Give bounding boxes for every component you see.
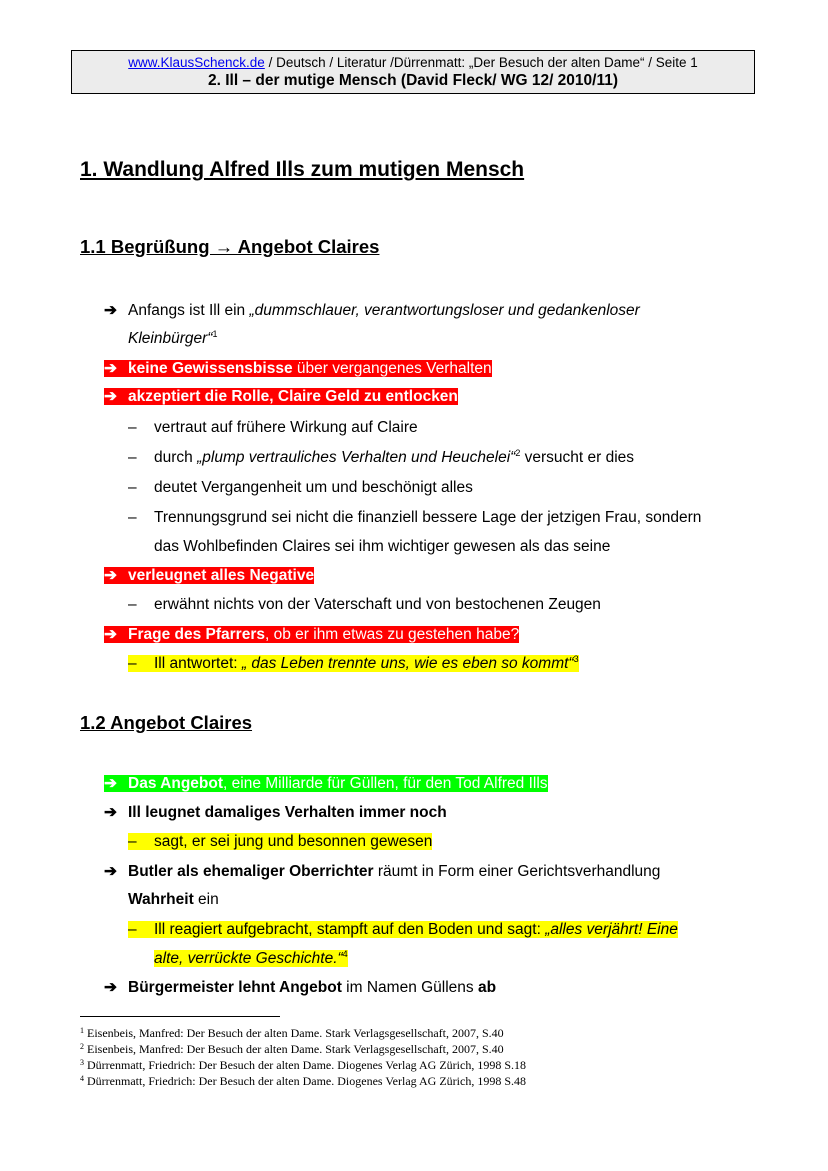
footnote-number: 3 <box>80 1058 84 1067</box>
dash-glyph: – <box>128 509 137 526</box>
dash-glyph: – <box>128 479 137 496</box>
footnote-number: 1 <box>80 1026 84 1035</box>
bullet-gewissensbisse <box>104 359 492 379</box>
dash-glyph: – <box>128 419 137 436</box>
dash-deutet <box>128 478 473 498</box>
dash-glyph: – <box>128 596 137 613</box>
text: , ob er ihm etwas zu gestehen habe? <box>265 626 520 643</box>
page-header <box>71 50 755 94</box>
dash-jung <box>128 832 432 852</box>
footnote-text: Eisenbeis, Manfred: Der Besuch der alten Dame. Stark Verlagsgesellschaft, 2007, S.40 <box>84 1042 504 1056</box>
footnote-3 <box>80 1058 526 1072</box>
bullet-anfangs-cont <box>128 329 217 349</box>
section-1-1-heading: 1.1 Begrüßung → Angebot Claires <box>80 236 380 257</box>
text: ab <box>477 979 497 996</box>
dash-trennungsgrund <box>128 508 701 528</box>
text: Ill antwortet: <box>154 655 242 672</box>
text: Frage des Pfarrers <box>128 626 265 643</box>
bullet-rolle <box>104 387 458 407</box>
dash-erwaehnt <box>128 595 601 615</box>
main-heading: 1. Wandlung Alfred Ills zum mutigen Mensch <box>80 158 525 181</box>
dash-vertraut <box>128 418 418 438</box>
arrow-icon: ➔ <box>104 360 117 377</box>
footnote-2 <box>80 1042 504 1056</box>
footnote-ref: 3 <box>573 654 579 664</box>
quote: „ das Leben trennte uns, wie es eben so kommt“ <box>241 655 574 672</box>
arrow-icon: ➔ <box>104 775 117 792</box>
header-path: / Deutsch / Literatur /Dürrenmatt: „Der Besuch der alten Dame“ / Seite 1 <box>264 55 698 70</box>
bullet-anfangs <box>104 301 640 321</box>
dash-glyph: – <box>128 449 137 466</box>
text: versucht er dies <box>520 449 635 466</box>
text: erwähnt nichts von der Vaterschaft und von bestochenen Zeugen <box>154 596 601 613</box>
footnote-4 <box>80 1074 526 1088</box>
bullet-butler-cont <box>128 890 219 910</box>
section-1-2-heading: 1.2 Angebot Claires <box>80 712 253 733</box>
dash-aufgebracht-cont <box>154 949 348 969</box>
arrow-icon: ➔ <box>104 388 117 405</box>
dash-glyph: – <box>128 655 137 672</box>
footnote-number: 2 <box>80 1042 84 1051</box>
text: Trennungsgrund sei nicht die finanziell bessere Lage der jetzigen Frau, sondern <box>154 509 702 526</box>
bullet-leugnet <box>104 803 447 823</box>
quote: alte, verrückte Geschichte.“ <box>154 950 343 967</box>
text: verleugnet alles Negative <box>128 567 315 584</box>
dash-durch <box>128 448 634 468</box>
text: räumt in Form einer Gerichtsverhandlung <box>373 863 661 880</box>
footnote-number: 4 <box>80 1074 84 1083</box>
text: akzeptiert die Rolle, Claire Geld zu entlocken <box>128 388 458 405</box>
dash-glyph: – <box>128 921 137 938</box>
website-link[interactable]: www.KlausSchenck.de <box>128 55 265 70</box>
text: im Namen Güllens <box>341 979 478 996</box>
text: Butler als ehemaliger Oberrichter <box>128 863 374 880</box>
text: Ill leugnet damaliges Verhalten immer noch <box>128 804 447 821</box>
text: Ill reagiert aufgebracht, stampft auf den Boden und sagt: <box>154 921 546 938</box>
text: sagt, er sei jung und besonnen gewesen <box>154 833 433 850</box>
footnote-ref: 2 <box>515 448 521 458</box>
bullet-verleugnet <box>104 566 314 586</box>
text: durch <box>154 449 198 466</box>
bullet-pfarrer <box>104 625 519 645</box>
dash-trennungsgrund-cont: das Wohlbefinden Claires sei ihm wichtiger gewesen als das seine <box>154 538 611 555</box>
bullet-buergermeister <box>104 978 496 998</box>
text: vertraut auf frühere Wirkung auf Claire <box>154 419 418 436</box>
quote: „plump vertrauliches Verhalten und Heuchelei“ <box>197 449 516 466</box>
footnote-text: Dürrenmatt, Friedrich: Der Besuch der alten Dame. Diogenes Verlag AG Zürich, 1998 S.48 <box>84 1074 526 1088</box>
dash-aufgebracht <box>128 920 678 940</box>
text: Bürgermeister lehnt Angebot <box>128 979 342 996</box>
text: , eine Milliarde für Güllen, für den Tod Alfred Ills <box>223 775 548 792</box>
quote: Kleinbürger“ <box>128 330 213 347</box>
text: Anfangs ist Ill ein <box>128 302 250 319</box>
footnote-ref: 1 <box>212 329 218 339</box>
bullet-butler <box>104 862 660 882</box>
text: Das Angebot <box>128 775 224 792</box>
arrow-icon: ➔ <box>104 979 117 996</box>
footnote-text: Eisenbeis, Manfred: Der Besuch der alten Dame. Stark Verlagsgesellschaft, 2007, S.40 <box>84 1026 504 1040</box>
arrow-icon: ➔ <box>104 863 117 880</box>
footnote-ref: 4 <box>342 949 348 959</box>
dash-ill-antwortet <box>128 654 579 674</box>
footnote-1 <box>80 1026 504 1040</box>
text: Wahrheit <box>128 891 194 908</box>
dash-glyph: – <box>128 833 137 850</box>
arrow-icon: ➔ <box>104 626 117 643</box>
bullet-angebot <box>104 774 548 794</box>
arrow-icon: ➔ <box>104 804 117 821</box>
header-subtitle: 2. Ill – der mutige Mensch (David Fleck/ WG 12/ 2010/11) <box>207 72 619 89</box>
text: über vergangenes Verhalten <box>292 360 492 377</box>
text: ein <box>193 891 219 908</box>
text: keine Gewissensbisse <box>128 360 293 377</box>
quote: „dummschlauer, verantwortungsloser und gedankenloser <box>249 302 640 319</box>
quote: „alles verjährt! Eine <box>545 921 678 938</box>
arrow-icon: ➔ <box>104 302 117 319</box>
arrow-icon: ➔ <box>104 567 117 584</box>
header-line <box>72 54 754 71</box>
footnote-text: Dürrenmatt, Friedrich: Der Besuch der alten Dame. Diogenes Verlag AG Zürich, 1998 S.18 <box>84 1058 526 1072</box>
footnote-divider <box>80 1016 280 1017</box>
text: deutet Vergangenheit um und beschönigt alles <box>154 479 473 496</box>
